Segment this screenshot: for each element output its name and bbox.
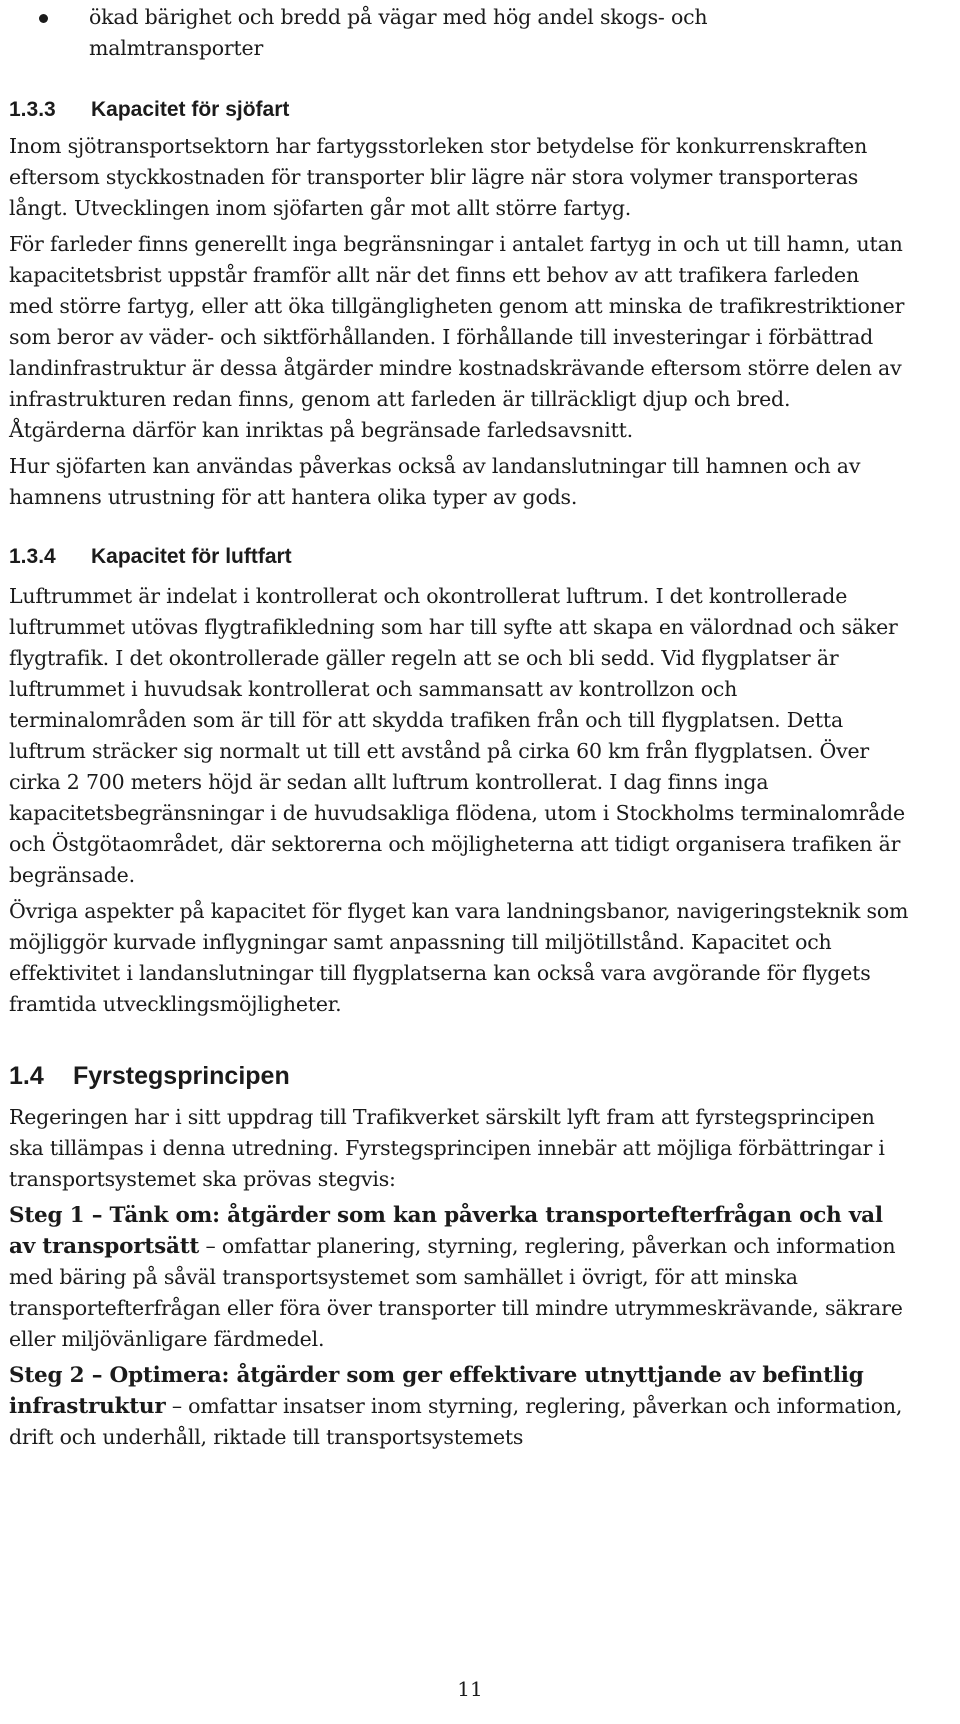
page-number: 11: [457, 1677, 483, 1701]
heading-number: 1.3.4: [9, 545, 56, 568]
step-2-paragraph: [9, 1360, 909, 1453]
paragraph: Hur sjöfarten kan användas påverkas också av landanslutningar till hamnen och av hamnens utrustning för att hantera olika typer av gods.: [9, 454, 861, 509]
step-2-text: – omfattar insatser inom styrning, reglering, påverkan och information, drift och underhåll, riktade till transportsystemets: [9, 1394, 903, 1449]
heading-section-1-4: [9, 1060, 909, 1092]
bullet-line-1: ökad bärighet och bredd på vägar med hög andel skogs- och: [89, 5, 708, 29]
heading-title: Kapacitet för luftfart: [91, 545, 292, 568]
heading-title: Fyrstegsprincipen: [73, 1062, 290, 1090]
heading-number: 1.3.3: [9, 98, 56, 121]
step-2-lead: Steg 2 – Optimera: åtgärder som ger effektivare utnyttjande av befintlig infrastruktur: [9, 1363, 864, 1419]
heading-title: Kapacitet för sjöfart: [91, 98, 290, 121]
bullet-dot-icon: [39, 14, 48, 23]
paragraph: Regeringen har i sitt uppdrag till Trafikverket särskilt lyft fram att fyrstegsprincipen ska tillämpas i denna utredning. Fyrstegsprincipen innebär att möjliga förbättringar i transportsystemet ska prövas stegvis:: [9, 1105, 885, 1191]
bullet-list-item: [9, 2, 909, 64]
paragraph: För farleder finns generellt inga begränsningar i antalet fartyg in och ut till hamn, utan kapacitetsbrist uppstår framför allt när det finns ett behov av att trafikera farleden med större fartyg, eller att öka tillgängligheten genom att minska de trafikrestriktioner som beror av väder- och siktförhållanden. I förhållande till investeringar i förbättrad landinfrastruktur är dessa åtgärder mindre kostnadskrävande eftersom större delen av infrastrukturen redan finns, genom att farleden är tillräckligt djup och bred. Åtgärderna därför kan inriktas på begränsade farledsavsnitt.: [9, 232, 905, 442]
paragraph: Luftrummet är indelat i kontrollerat och okontrollerat luftrum. I det kontrollerade luftrummet utövas flygtrafikledning som har till syfte att skapa en välordnad och säker flygtrafik. I det okontrollerade gäller regeln att se och bli sedd. Vid flygplatser är luftrummet i huvudsak kontrollerat och sammansatt av kontrollzon och terminalområden som är till för att skydda trafiken från och till flygplatsen. Detta luftrum sträcker sig normalt ut till ett avstånd på cirka 60 km från flygplatsen. Över cirka 2 700 meters höjd är sedan allt luftrum kontrollerat. I dag finns inga kapacitetsbegränsningar i de huvudsakliga flödena, utom i Stockholms terminalområde och Östgötaområdet, där sektorerna och möjligheterna att tidigt organisera trafiken är begränsade.: [9, 584, 905, 887]
step-1-lead: Steg 1 – Tänk om: åtgärder som kan påverka transportefterfrågan och val av transportsätt: [9, 1203, 883, 1259]
heading-section-1-3-4: [9, 543, 909, 571]
step-1-text: – omfattar planering, styrning, reglering, påverkan och information med bäring på såväl transportsystemet som samhället i övrigt, för att minska transportefterfrågan eller föra över transporter till mindre utrymmeskrävande, säkrare eller miljövänligare färdmedel.: [9, 1234, 903, 1351]
bullet-line-2: malmtransporter: [89, 36, 264, 60]
paragraph: Inom sjötransportsektorn har fartygsstorleken stor betydelse för konkurrenskraften eftersom styckkostnaden för transporter blir lägre när stora volymer transporteras långt. Utvecklingen inom sjöfarten går mot allt större fartyg.: [9, 134, 868, 220]
heading-section-1-3-3: [9, 96, 909, 124]
document-page: [9, 0, 909, 1453]
heading-number: 1.4: [9, 1062, 44, 1090]
paragraph: Övriga aspekter på kapacitet för flyget kan vara landningsbanor, navigeringsteknik som möjliggör kurvade inflygningar samt anpassning till miljötillstånd. Kapacitet och effektivitet i landanslutningar till flygplatserna kan också vara avgörande för flygets framtida utvecklingsmöjligheter.: [9, 899, 909, 1016]
step-1-paragraph: [9, 1200, 909, 1355]
